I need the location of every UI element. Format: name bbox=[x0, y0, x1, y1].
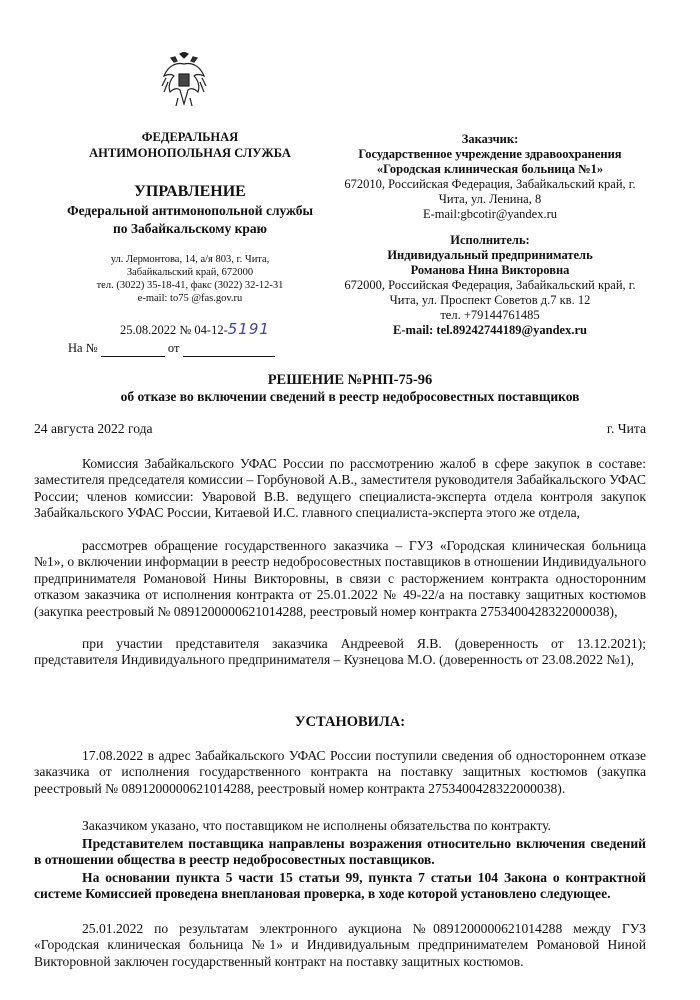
decision-subtitle: об отказе во включении сведений в реестр недобросовестных поставщиков bbox=[120, 389, 580, 404]
reply-from-label: от bbox=[167, 341, 180, 355]
paragraph-objections: Представителем поставщика направлены возражения относительно включения сведений в отношении общества в реестр недобросовестных поставщиков. bbox=[34, 836, 646, 868]
paragraph-received: 17.08.2022 в адрес Забайкальского УФАС России поступили сведения об одностороннем отказе заказчика от исполнения государственного контракта на поставку защитных костюмов (закупка реестровый № 0891200000621014288, реестровый номер контракта 2753400428322000038). bbox=[34, 748, 646, 796]
executor-address-1: 672000, Российская Федерация, Забайкальский край, г. bbox=[344, 278, 636, 292]
executor-label: Исполнитель: bbox=[450, 233, 530, 247]
paragraph-customer-note: Заказчиком указано, что поставщиком не исполнены обязательства по контракту. bbox=[82, 818, 551, 833]
reply-date-blank bbox=[183, 341, 275, 357]
customer-email: E-mail:gbcotir@yandex.ru bbox=[422, 207, 558, 221]
customer-name-1: Государственное учреждение здравоохранения bbox=[358, 147, 622, 161]
coat-of-arms-emblem bbox=[160, 52, 208, 108]
executor-address-2: Чита, ул. Проспект Советов д.7 кв. 12 bbox=[389, 293, 591, 307]
executor-name-2: Романова Нина Викторовна bbox=[410, 263, 570, 277]
executor-name-1: Индивидуальный предприниматель bbox=[387, 248, 593, 262]
handwritten-number: 5191 bbox=[227, 320, 270, 338]
decision-date: 24 августа 2022 года bbox=[34, 421, 153, 436]
sender-address-1: ул. Лермонтова, 14, а/я 803, г. Чита, bbox=[110, 254, 270, 265]
paragraph-inspection: На основании пункта 5 части 15 статьи 99, пункта 7 статьи 104 Закона о контрактной системе Комиссией проведена внеплановая проверка, в ходе которой установлено следующее. bbox=[34, 870, 646, 902]
decision-city: г. Чита bbox=[606, 421, 646, 436]
sender-address-2: Забайкальский край, 672000 bbox=[126, 267, 254, 278]
department-sub1: Федеральной антимонопольной службы bbox=[66, 203, 314, 218]
department-sub2: по Забайкальскому краю bbox=[113, 221, 267, 236]
outgoing-number-text: 25.08.2022 № 04-12- bbox=[120, 323, 228, 337]
section-heading-established: УСТАНОВИЛА: bbox=[294, 714, 406, 730]
sender-phone: тел. (3022) 35-18-41, факс (3022) 32-12-31 bbox=[96, 280, 284, 291]
outgoing-number bbox=[120, 322, 270, 338]
customer-label: Заказчик: bbox=[461, 132, 519, 146]
sender-email: e-mail: to75 @fas.gov.ru bbox=[137, 293, 243, 304]
reply-number-blank bbox=[101, 341, 165, 357]
paragraph-considered: рассмотрев обращение государственного заказчика – ГУЗ «Городская клиническая больница №1», о включении информации в реестр недобросовестных поставщиков в отношении Индивидуального предпринимателя Романовой Нины Викторовны, в связи с расторжением контракта односторонним отказом заказчика от исполнения контракта от 25.01.2022 № 49-22/а на поставку защитных костюмов (закупка реестровый № 0891200000621014288, реестровый номер контракта 2753400428322000038), bbox=[34, 538, 646, 619]
paragraph-commission: Комиссия Забайкальского УФАС России по рассмотрению жалоб в сфере закупок в составе: заместителя председателя комиссии – Горбуновой А.В., заместителя руководителя Забайкальского УФАС России; членов комиссии: Уваровой В.В. ведущего специалиста-эксперта отдела контроля закупок Забайкальского УФАС России, Китаевой И.С. главного специалиста-эксперта этого же отдела, bbox=[34, 456, 646, 521]
customer-address-2: Чита, ул. Ленина, 8 bbox=[438, 192, 542, 206]
executor-email: E-mail: tel.89242744189@yandex.ru bbox=[393, 323, 587, 337]
executor-phone: тел. +79144761485 bbox=[440, 308, 540, 322]
agency-name-line1: ФЕДЕРАЛЬНАЯ bbox=[141, 130, 239, 144]
department-title: УПРАВЛЕНИЕ bbox=[134, 183, 246, 200]
paragraph-contract: 25.01.2022 по результатам электронного аукциона №0891200000621014288 между ГУЗ «Городская клиническая больница №1» и Индивидуальным предпринимателем Романовой Ниной Викторовной заключен государственный контракт на поставку защитных костюмов. bbox=[34, 921, 646, 969]
customer-name-2: «Городская клиническая больница №1» bbox=[376, 162, 604, 176]
reply-reference bbox=[68, 341, 275, 357]
reply-number-label: На № bbox=[68, 341, 98, 355]
decision-title: РЕШЕНИЕ №РНП-75-96 bbox=[267, 372, 433, 388]
customer-address-1: 672010, Российская Федерация, Забайкальский край, г. bbox=[344, 177, 636, 191]
agency-name-line2: АНТИМОНОПОЛЬНАЯ СЛУЖБА bbox=[89, 146, 291, 160]
paragraph-participants: при участии представителя заказчика Андреевой Я.В. (доверенность от 13.12.2021); представителя Индивидуального предпринимателя – Кузнецова М.О. (доверенность от 23.08.2022 №1), bbox=[34, 636, 646, 668]
